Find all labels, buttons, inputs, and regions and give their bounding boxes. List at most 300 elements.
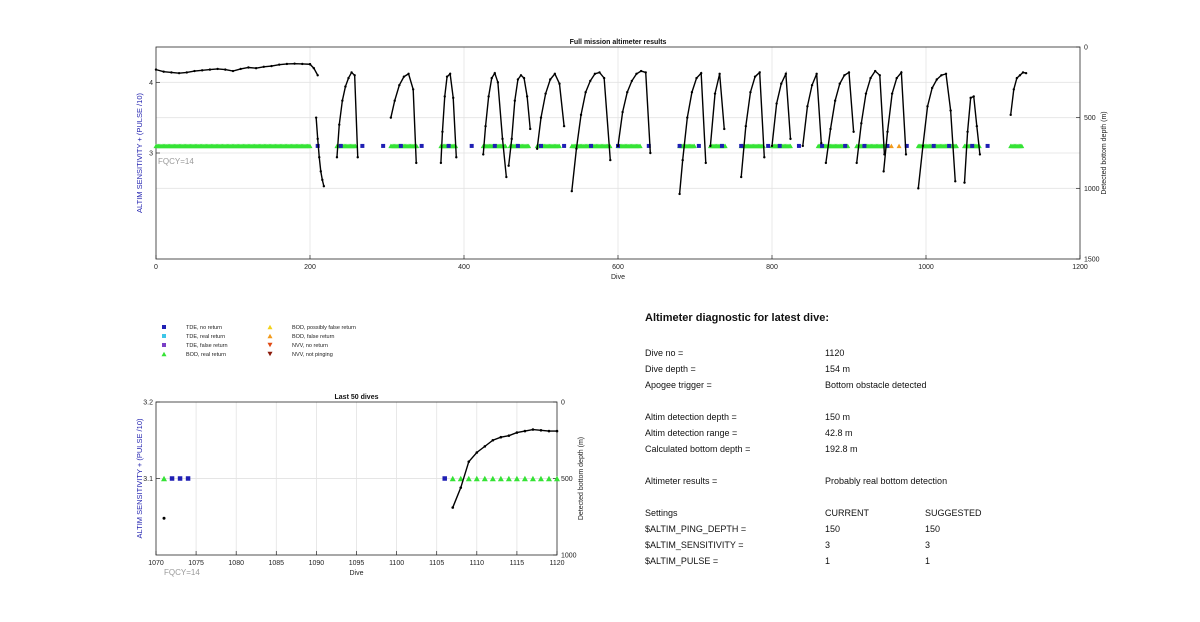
bottom-depth-point xyxy=(398,84,400,86)
legend-label: BOD, possibly false return xyxy=(292,325,356,331)
x-tick-label: 200 xyxy=(304,264,316,271)
bottom-depth-point xyxy=(705,162,707,164)
tde-no-return-marker xyxy=(178,476,183,481)
bottom-depth-point xyxy=(232,70,234,72)
bottom-depth-point xyxy=(193,70,195,72)
bottom-depth-point xyxy=(494,72,496,74)
x-tick-label: 1075 xyxy=(188,560,204,567)
bottom-depth-point xyxy=(603,77,605,79)
bottom-depth-point xyxy=(979,153,981,155)
tde-no-return-marker xyxy=(697,144,701,148)
tde-no-return-marker xyxy=(539,144,543,148)
diagnostic-label: Altimeter results = xyxy=(645,476,718,486)
legend-label: TDE, no return xyxy=(186,325,223,331)
x-tick-label: 1095 xyxy=(348,560,365,567)
bottom-depth-point xyxy=(317,138,319,140)
bottom-depth-point xyxy=(278,63,280,65)
bottom-depth-point xyxy=(459,486,462,489)
bottom-depth-point xyxy=(709,145,711,147)
full-mission-chart xyxy=(135,39,1108,281)
bottom-depth-point xyxy=(341,100,343,102)
bottom-depth-point xyxy=(507,165,509,167)
bottom-depth-point xyxy=(492,439,495,442)
bottom-depth-line xyxy=(918,74,955,188)
diagnostic-row xyxy=(645,428,1185,440)
bottom-depth-point xyxy=(517,78,519,80)
chart-title: Full mission altimeter results xyxy=(569,39,667,46)
x-tick-label: 1120 xyxy=(549,560,565,567)
bottom-depth-point xyxy=(240,68,242,70)
legend-marker xyxy=(268,325,273,330)
chart-title: Last 50 dives xyxy=(334,394,379,401)
tde-no-return-marker xyxy=(932,144,936,148)
bottom-depth-point xyxy=(476,451,479,454)
diagnostic-value: Probably real bottom detection xyxy=(825,476,948,486)
bottom-depth-point xyxy=(645,71,647,73)
bottom-depth-point xyxy=(390,116,392,118)
last-50-dives-chart xyxy=(135,394,585,577)
bottom-depth-point xyxy=(621,111,623,113)
bottom-depth-point xyxy=(879,74,881,76)
bottom-depth-point xyxy=(216,68,218,70)
bottom-depth-point xyxy=(963,181,965,183)
bottom-depth-point xyxy=(344,85,346,87)
bottom-depth-point xyxy=(973,95,975,97)
bottom-depth-point xyxy=(856,162,858,164)
bottom-depth-point xyxy=(869,77,871,79)
bottom-depth-point xyxy=(500,436,503,439)
bottom-depth-line xyxy=(509,75,531,165)
bottom-depth-line xyxy=(441,74,456,163)
bottom-depth-point xyxy=(681,159,683,161)
bottom-depth-point xyxy=(580,114,582,116)
bottom-depth-line xyxy=(316,118,324,187)
bottom-depth-point xyxy=(775,102,777,104)
diagnostic-row xyxy=(645,348,1185,360)
bottom-depth-point xyxy=(520,74,522,76)
y-left-tick-label: 3.2 xyxy=(143,399,153,407)
tde-no-return-marker xyxy=(720,144,724,148)
tde-no-return-marker xyxy=(739,144,743,148)
tde-no-return-marker xyxy=(516,144,520,148)
x-tick-label: 1080 xyxy=(228,560,244,567)
bottom-depth-point xyxy=(484,445,487,448)
bottom-depth-point xyxy=(309,63,311,65)
y-left-tick-label: 4 xyxy=(149,79,153,87)
bottom-depth-point xyxy=(320,170,322,172)
bottom-depth-point xyxy=(900,71,902,73)
bottom-depth-point xyxy=(691,91,693,93)
bottom-depth-point xyxy=(700,72,702,74)
bottom-depth-point xyxy=(529,128,531,130)
bottom-depth-point xyxy=(514,100,516,102)
bottom-depth-point xyxy=(516,431,519,434)
y-right-tick-label: 0 xyxy=(561,399,565,407)
bottom-depth-point xyxy=(940,74,942,76)
bottom-depth-point xyxy=(649,152,651,154)
bottom-depth-point xyxy=(969,97,971,99)
y-right-tick-label: 1500 xyxy=(1084,256,1100,264)
bottom-depth-point xyxy=(313,67,315,69)
tde-no-return-marker xyxy=(360,144,364,148)
settings-current-header: CURRENT xyxy=(825,508,869,518)
bottom-depth-point xyxy=(852,131,854,133)
bottom-depth-point xyxy=(508,434,511,437)
tde-no-return-marker xyxy=(381,144,385,148)
y-left-tick-label: 3 xyxy=(149,150,153,158)
bottom-depth-line xyxy=(572,72,611,191)
bottom-depth-point xyxy=(806,105,808,107)
bottom-depth-point xyxy=(554,73,556,75)
bottom-depth-point xyxy=(412,88,414,90)
tde-no-return-marker xyxy=(862,144,866,148)
bottom-depth-point xyxy=(536,148,538,150)
bottom-depth-point xyxy=(501,138,503,140)
bottom-depth-point xyxy=(209,68,211,70)
settings-suggested: 1 xyxy=(925,556,931,566)
bottom-depth-point xyxy=(1022,71,1024,73)
tde-no-return-marker xyxy=(493,144,497,148)
settings-label: $ALTIM_PING_DEPTH = xyxy=(645,524,747,534)
bottom-depth-point xyxy=(802,145,804,147)
bottom-depth-line xyxy=(453,430,557,508)
bottom-depth-point xyxy=(811,84,813,86)
bottom-depth-point xyxy=(558,83,560,85)
legend-marker xyxy=(268,334,273,339)
x-tick-label: 1070 xyxy=(148,560,164,567)
diagnostic-row xyxy=(645,364,1185,376)
diagnostic-label: Altim detection depth = xyxy=(645,412,737,422)
bottom-depth-point xyxy=(293,62,295,64)
tde-no-return-marker xyxy=(470,144,474,148)
bottom-depth-point xyxy=(487,95,489,97)
bottom-depth-point xyxy=(1019,74,1021,76)
bod-false-return-marker xyxy=(889,144,894,149)
bottom-depth-point xyxy=(594,73,596,75)
tde-no-return-marker xyxy=(447,144,451,148)
settings-label: $ALTIM_SENSITIVITY = xyxy=(645,540,744,550)
bottom-depth-point xyxy=(323,185,325,187)
bottom-depth-point xyxy=(626,91,628,93)
tde-no-return-marker xyxy=(170,476,175,481)
bottom-depth-point xyxy=(723,128,725,130)
tde-no-return-marker xyxy=(442,476,447,481)
bottom-depth-point xyxy=(170,71,172,73)
legend-label: BOD, real return xyxy=(186,352,227,358)
bottom-depth-point xyxy=(922,145,924,147)
bottom-depth-point xyxy=(563,125,565,127)
x-tick-label: 1105 xyxy=(429,560,445,567)
bottom-depth-point xyxy=(163,517,166,520)
legend-label: NVV, no return xyxy=(292,343,328,349)
bottom-depth-point xyxy=(224,68,226,70)
bottom-depth-point xyxy=(255,67,257,69)
bottom-depth-point xyxy=(865,92,867,94)
diagnostic-value: 154 m xyxy=(825,364,851,374)
legend-label: NVV, not pinging xyxy=(292,352,333,358)
bottom-depth-point xyxy=(155,68,157,70)
bottom-depth-point xyxy=(1025,72,1027,74)
bottom-depth-line xyxy=(741,72,764,177)
bottom-depth-point xyxy=(785,73,787,75)
bottom-depth-point xyxy=(511,138,513,140)
legend-label: TDE, false return xyxy=(186,343,228,349)
bottom-depth-point xyxy=(505,176,507,178)
bottom-depth-point xyxy=(446,75,448,77)
bottom-depth-point xyxy=(834,100,836,102)
bottom-depth-point xyxy=(318,156,320,158)
settings-row xyxy=(645,524,1185,536)
bottom-depth-point xyxy=(350,71,352,73)
bottom-depth-point xyxy=(317,74,319,76)
bottom-depth-point xyxy=(839,83,841,85)
x-axis-label: Dive xyxy=(349,570,364,577)
x-tick-label: 800 xyxy=(766,264,778,271)
diagnostic-title: Altimeter diagnostic for latest dive: xyxy=(645,312,829,324)
bottom-depth-point xyxy=(926,105,928,107)
bottom-depth-point xyxy=(556,430,559,433)
settings-row xyxy=(645,540,1185,552)
y-right-tick-label: 500 xyxy=(561,476,573,483)
bottom-depth-point xyxy=(315,116,317,118)
settings-suggested: 3 xyxy=(925,540,931,550)
bottom-depth-point xyxy=(749,91,751,93)
y-right-tick-label: 500 xyxy=(1084,115,1096,123)
bottom-depth-line xyxy=(1011,72,1026,114)
x-tick-label: 600 xyxy=(612,264,624,271)
y-right-axis-label: Detected bottom depth (m) xyxy=(578,436,585,521)
settings-header: Settings xyxy=(645,508,678,518)
diagnostic-label: Dive no = xyxy=(645,348,684,358)
bottom-depth-point xyxy=(949,109,951,111)
tde-no-return-marker xyxy=(970,144,974,148)
legend-marker xyxy=(162,325,166,329)
bottom-depth-point xyxy=(286,63,288,65)
bottom-depth-point xyxy=(321,179,323,181)
bottom-depth-point xyxy=(936,78,938,80)
bottom-depth-point xyxy=(336,156,338,158)
bottom-depth-point xyxy=(484,125,486,127)
tde-no-return-marker xyxy=(420,144,424,148)
settings-header-row xyxy=(645,508,1185,520)
bottom-depth-point xyxy=(524,430,527,433)
bottom-depth-point xyxy=(440,162,442,164)
bottom-depth-point xyxy=(301,63,303,65)
diagnostic-label: Altim detection range = xyxy=(645,428,738,438)
bottom-depth-point xyxy=(896,77,898,79)
x-tick-label: 0 xyxy=(154,264,158,271)
x-tick-label: 1115 xyxy=(509,560,525,567)
tde-no-return-marker xyxy=(399,144,403,148)
bottom-depth-point xyxy=(860,122,862,124)
tde-no-return-marker xyxy=(843,144,847,148)
bottom-depth-point xyxy=(589,80,591,82)
bottom-depth-point xyxy=(451,506,454,509)
diagnostic-value: 192.8 m xyxy=(825,444,858,454)
diagnostic-row xyxy=(645,444,1185,456)
bottom-depth-point xyxy=(917,187,919,189)
x-tick-label: 1000 xyxy=(918,264,934,271)
bottom-depth-point xyxy=(714,92,716,94)
bottom-depth-point xyxy=(178,72,180,74)
bottom-depth-point xyxy=(954,180,956,182)
bottom-depth-point xyxy=(163,71,165,73)
bottom-depth-line xyxy=(965,96,980,182)
bottom-depth-point xyxy=(467,460,470,463)
bottom-depth-point xyxy=(905,153,907,155)
bottom-depth-point xyxy=(820,142,822,144)
legend-marker xyxy=(268,343,273,348)
diagnostic-label: Apogee trigger = xyxy=(645,380,712,390)
diagnostic-value: Bottom obstacle detected xyxy=(825,380,927,390)
bottom-depth-point xyxy=(444,95,446,97)
bottom-depth-line xyxy=(483,73,506,177)
tde-no-return-marker xyxy=(947,144,951,148)
bottom-depth-point xyxy=(449,73,451,75)
y-left-axis-label: ALTIM SENSITIVITY + (PULSE /10) xyxy=(135,93,144,213)
legend-marker xyxy=(162,334,166,338)
x-tick-label: 1110 xyxy=(469,560,485,567)
fqcy-annotation: FQCY=14 xyxy=(158,157,194,166)
bottom-depth-point xyxy=(403,75,405,77)
bottom-depth-point xyxy=(455,156,457,158)
tde-no-return-marker xyxy=(186,476,191,481)
bottom-depth-point xyxy=(848,71,850,73)
tde-no-return-marker xyxy=(766,144,770,148)
y-right-tick-label: 1000 xyxy=(1084,185,1100,193)
bottom-depth-point xyxy=(758,71,760,73)
legend-marker xyxy=(162,352,167,357)
bottom-depth-point xyxy=(571,190,573,192)
bottom-depth-point xyxy=(931,87,933,89)
legend xyxy=(162,325,356,358)
bottom-depth-point xyxy=(532,428,535,431)
bottom-depth-point xyxy=(575,148,577,150)
settings-label: $ALTIM_PULSE = xyxy=(645,556,719,566)
settings-current: 3 xyxy=(825,540,831,550)
bottom-depth-point xyxy=(523,77,525,79)
x-tick-label: 1085 xyxy=(268,560,285,567)
bottom-depth-point xyxy=(678,193,680,195)
y-left-tick-label: 3.1 xyxy=(143,476,153,483)
bottom-depth-point xyxy=(548,430,551,433)
diagnostic-value: 1120 xyxy=(825,348,845,358)
bottom-depth-point xyxy=(357,156,359,158)
x-tick-label: 1200 xyxy=(1072,264,1088,271)
bottom-depth-point xyxy=(886,131,888,133)
bottom-depth-point xyxy=(353,74,355,76)
diagnostic-value: 150 m xyxy=(825,412,851,422)
bottom-depth-point xyxy=(186,71,188,73)
bottom-depth-point xyxy=(270,65,272,67)
diagnostic-value: 42.8 m xyxy=(825,428,853,438)
y-left-axis-label: ALTIM SENSITIVITY + (PULSE /10) xyxy=(135,418,144,539)
bottom-depth-point xyxy=(882,170,884,172)
tde-no-return-marker xyxy=(589,144,593,148)
bod-false-return-marker xyxy=(897,144,902,149)
legend-marker xyxy=(162,343,166,347)
bottom-depth-point xyxy=(394,100,396,102)
tde-no-return-marker xyxy=(562,144,566,148)
y-right-tick-label: 0 xyxy=(1084,44,1088,52)
tde-no-return-marker xyxy=(339,144,343,148)
x-tick-label: 400 xyxy=(458,264,470,271)
bottom-depth-point xyxy=(745,125,747,127)
bottom-depth-point xyxy=(540,116,542,118)
tde-no-return-marker xyxy=(986,144,990,148)
bottom-depth-point xyxy=(771,145,773,147)
legend-label: BOD, false return xyxy=(292,334,335,340)
bottom-depth-point xyxy=(825,162,827,164)
y-right-tick-label: 1000 xyxy=(561,552,577,560)
diagnostic-label: Dive depth = xyxy=(645,364,696,374)
settings-current: 1 xyxy=(825,556,831,566)
settings-suggested: 150 xyxy=(925,524,941,534)
bottom-depth-point xyxy=(754,75,756,77)
bottom-depth-point xyxy=(1016,77,1018,79)
bottom-depth-point xyxy=(843,74,845,76)
fqcy-annotation: FQCY=14 xyxy=(164,568,200,577)
bottom-depth-point xyxy=(1013,88,1015,90)
bottom-depth-point xyxy=(526,95,528,97)
bottom-depth-line xyxy=(310,64,318,75)
bottom-depth-point xyxy=(740,176,742,178)
x-tick-label: 1090 xyxy=(308,560,325,567)
settings-row xyxy=(645,556,1185,568)
bottom-depth-point xyxy=(609,159,611,161)
bottom-depth-point xyxy=(815,73,817,75)
bottom-depth-point xyxy=(549,78,551,80)
tde-no-return-marker xyxy=(778,144,782,148)
tde-no-return-marker xyxy=(678,144,682,148)
bottom-depth-point xyxy=(584,91,586,93)
bottom-depth-point xyxy=(780,83,782,85)
bottom-depth-point xyxy=(686,116,688,118)
bottom-depth-point xyxy=(640,70,642,72)
y-right-axis-label: Detected bottom depth (m) xyxy=(1101,111,1108,195)
bottom-depth-point xyxy=(452,97,454,99)
diagnostic-label: Calculated bottom depth = xyxy=(645,444,751,454)
bottom-depth-point xyxy=(976,125,978,127)
tde-no-return-marker xyxy=(797,144,801,148)
diagnostic-row xyxy=(645,412,1185,424)
diagnostic-row xyxy=(645,476,1185,488)
bottom-depth-line xyxy=(391,74,416,163)
bottom-depth-point xyxy=(763,156,765,158)
bottom-depth-line xyxy=(857,71,885,163)
bottom-depth-point xyxy=(338,124,340,126)
bottom-depth-point xyxy=(491,77,493,79)
bottom-depth-point xyxy=(347,77,349,79)
bottom-depth-point xyxy=(874,70,876,72)
bottom-depth-point xyxy=(945,73,947,75)
bottom-depth-point xyxy=(201,69,203,71)
bottom-depth-point xyxy=(441,131,443,133)
bottom-depth-point xyxy=(598,71,600,73)
x-axis-label: Dive xyxy=(610,274,626,281)
tde-no-return-marker xyxy=(820,144,824,148)
bottom-depth-point xyxy=(540,429,543,432)
legend-label: TDE, real return xyxy=(186,334,226,340)
bottom-depth-point xyxy=(966,131,968,133)
bottom-depth-point xyxy=(497,81,499,83)
bottom-depth-point xyxy=(891,92,893,94)
settings-suggested-header: SUGGESTED xyxy=(925,508,982,518)
settings-current: 150 xyxy=(825,524,841,534)
bottom-depth-point xyxy=(407,73,409,75)
bottom-depth-line xyxy=(680,73,706,194)
legend-marker xyxy=(268,352,273,357)
